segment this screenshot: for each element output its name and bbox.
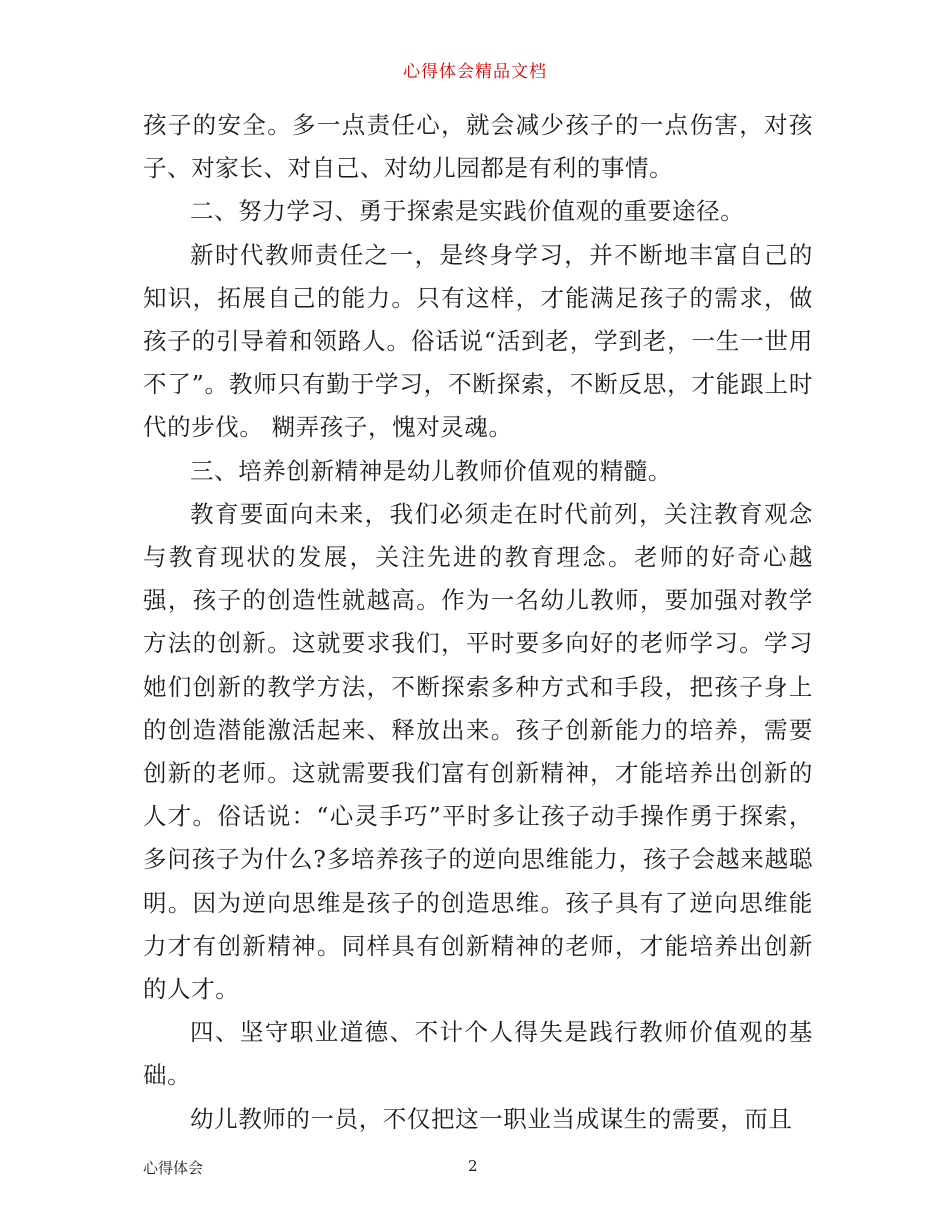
section-heading-3: 三、培养创新精神是幼儿教师价值观的精髓。 <box>190 456 672 485</box>
paragraph-7: 幼儿教师的一员，不仅把这一职业当成谋生的需要，而且 <box>190 1104 793 1133</box>
footer-label: 心得体会 <box>143 1159 204 1177</box>
page-header-title: 心得体会精品文档 <box>403 62 547 82</box>
section-heading-4: 四、坚守职业道德、不计个人得失是践行教师价值观的基础。 <box>143 1018 813 1090</box>
document-body <box>143 104 813 1141</box>
page-number: 2 <box>468 1157 478 1175</box>
section-heading-2: 二、努力学习、勇于探索是实践价值观的重要途径。 <box>190 197 745 226</box>
paragraph-1: 孩子的安全。多一点责任心，就会减少孩子的一点伤害，对孩子、对家长、对自己、对幼儿园都是有利的事情。 <box>143 111 813 183</box>
paragraph-3: 新时代教师责任之一，是终身学习，并不断地丰富自己的知识，拓展自己的能力。只有这样，才能满足孩子的需求，做孩子的引导着和领路人。俗话说“活到老，学到老，一生一世用不了”。教师只有勤于学习，不断探索，不断反思，才能跟上时代的步伐。 糊弄孩子，愧对灵魂。 <box>143 240 813 442</box>
paragraph-5: 教育要面向未来，我们必须走在时代前列，关注教育观念与教育现状的发展，关注先进的教育理念。老师的好奇心越强，孩子的创造性就越高。作为一名幼儿教师，要加强对教学方法的创新。这就要求我们，平时要多向好的老师学习。学习她们创新的教学方法，不断探索多种方式和手段，把孩子身上的创造潜能激活起来、释放出来。孩子创新能力的培养，需要创新的老师。这就需要我们富有创新精神，才能培养出创新的人才。俗话说：“心灵手巧”平时多让孩子动手操作勇于探索，多问孩子为什么?多培养孩子的逆向思维能力，孩子会越来越聪明。因为逆向思维是孩子的创造思维。孩子具有了逆向思维能力才有创新精神。同样具有创新精神的老师，才能培养出创新的人才。 <box>143 499 813 1004</box>
